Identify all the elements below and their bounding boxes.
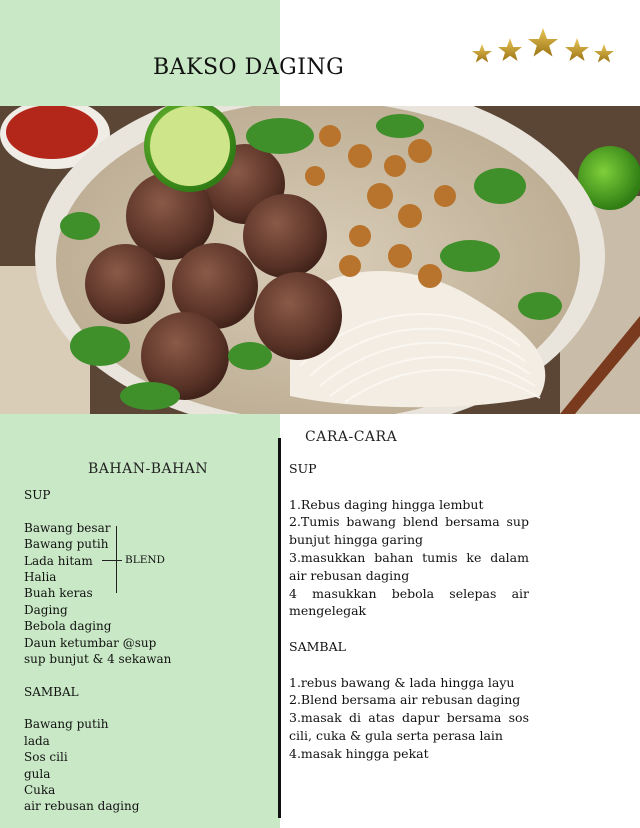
list-item: Lada hitam [24, 553, 93, 568]
blend-label: BLEND [125, 554, 165, 566]
list-item: Buah keras [24, 586, 93, 601]
step-item: 3.masukkan bahan tumis ke dalam air rebusan daging [289, 549, 529, 583]
star-icon [472, 44, 492, 63]
list-item: Cuka [24, 783, 56, 798]
list-item: Bebola daging [24, 619, 112, 634]
sambal-subheading: SAMBAL [24, 684, 79, 699]
star-icon [594, 44, 614, 63]
step-item: 1.Rebus daging hingga lembut [289, 496, 484, 512]
rating-stars [470, 26, 620, 66]
header-green-panel [0, 0, 280, 106]
list-item: Daun ketumbar @sup [24, 635, 157, 650]
ingredients-list [24, 487, 171, 815]
star-icon [498, 38, 522, 61]
list-item: gula [24, 766, 51, 781]
step-item: 4.masak hingga pekat [289, 745, 429, 761]
bakso-bowl-image [0, 106, 640, 414]
list-item: Bawang besar [24, 520, 111, 535]
step-item: 3.masak di atas dapur bersama sos cili, cuka & gula serta perasa lain [289, 710, 529, 743]
list-item: Bawang putih [24, 537, 109, 552]
list-item: lada [24, 733, 50, 748]
list-item: Sos cili [24, 750, 68, 765]
list-item: Daging [24, 602, 68, 617]
column-divider [278, 438, 281, 818]
step-item: 2.Tumis bawang blend bersama sup bunjut hingga garing [289, 514, 529, 548]
sup-steps-subheading: SUP [289, 461, 317, 476]
steps-heading: CARA-CARA [305, 429, 398, 445]
star-icon [528, 28, 558, 57]
star-icon [565, 38, 589, 61]
list-item: Bawang putih [24, 717, 109, 732]
recipe-title: BAKSO DAGING [153, 55, 345, 80]
sambal-steps-subheading: SAMBAL [289, 638, 346, 654]
sup-subheading: SUP [24, 488, 51, 502]
step-item: 1.rebus bawang & lada hingga layu [289, 674, 515, 690]
list-item: sup bunjut & 4 sekawan [24, 651, 172, 666]
list-item: Halia [24, 569, 57, 584]
sup-steps [289, 460, 529, 763]
list-item: air rebusan daging [24, 799, 140, 814]
step-item: 2.Blend bersama air rebusan daging [289, 692, 521, 708]
ingredients-heading: BAHAN-BAHAN [88, 461, 209, 477]
blend-connector [102, 560, 122, 561]
step-item: 4 masukkan bebola selepas air mengelegak [289, 585, 529, 619]
